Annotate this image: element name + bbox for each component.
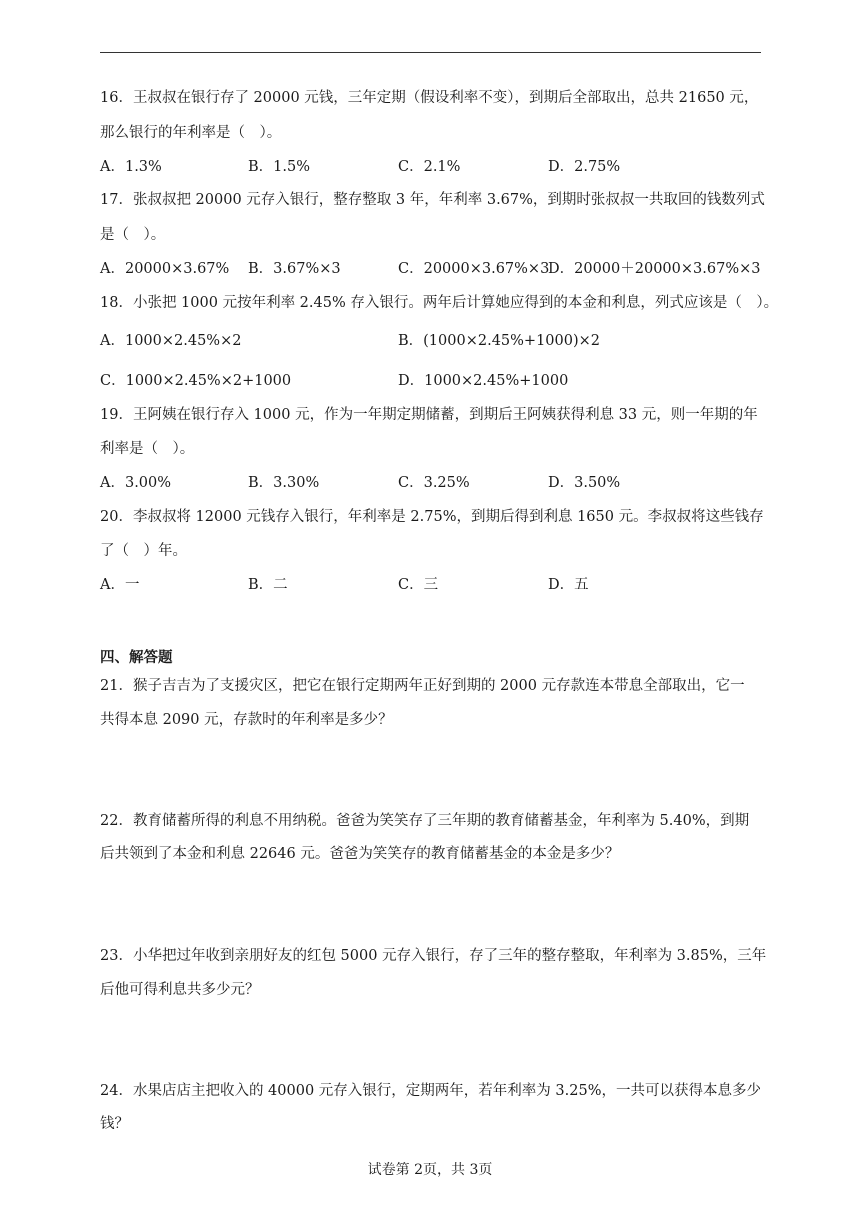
option-a: A．1000×2.45%×2 xyxy=(100,333,242,349)
option-a: A．3.00% xyxy=(100,475,172,491)
q16-line-1: 16．王叔叔在银行存了 20000 元钱，三年定期（假设利率不变），到期后全部取出，总共 21650 元， xyxy=(100,90,759,106)
p21-line-1: 21．猴子吉吉为了支援灾区，把它在银行定期两年正好到期的 2000 元存款连本带息全部取出，它一 xyxy=(100,678,745,694)
option-c: C．2.1% xyxy=(398,159,461,175)
option-a: A．1.3% xyxy=(100,159,162,175)
q17-line-1: 17．张叔叔把 20000 元存入银行，整存整取 3 年，年利率 3.67%，到期时张叔叔一共取回的钱数列式 xyxy=(100,192,765,208)
p22-line-2: 后共领到了本金和利息 22646 元。爸爸为笑笑存的教育储蓄基金的本金是多少？ xyxy=(100,846,620,862)
option-a: A．一 xyxy=(100,577,140,593)
option-b: B．3.67%×3 xyxy=(248,261,341,277)
option-b: B．(1000×2.45%+1000)×2 xyxy=(398,333,601,349)
option-a: A．20000×3.67% xyxy=(100,261,230,277)
option-b: B．3.30% xyxy=(248,475,320,491)
option-c: C．3.25% xyxy=(398,475,470,491)
p22-line-1: 22．教育储蓄所得的利息不用纳税。爸爸为笑笑存了三年期的教育储蓄基金，年利率为 5.40%，到期 xyxy=(100,813,750,829)
option-c: C．20000×3.67%×3 xyxy=(398,261,550,277)
page-footer: 试卷第 2页，共 3页 xyxy=(367,1162,493,1178)
q20-line-2: 了（ ）年。 xyxy=(100,543,187,559)
option-b: B．二 xyxy=(248,577,288,593)
p23-line-2: 后他可得利息共多少元？ xyxy=(100,982,260,998)
option-c: C．1000×2.45%×2+1000 xyxy=(100,373,292,389)
q18-options-row-1 xyxy=(100,331,760,351)
option-b: B．1.5% xyxy=(248,159,310,175)
section-title: 四、解答题 xyxy=(100,649,173,666)
q19-line-1: 19．王阿姨在银行存入 1000 元，作为一年期定期储蓄，到期后王阿姨获得利息 33 元，则一年期的年 xyxy=(100,407,758,423)
option-d: D．20000＋20000×3.67%×3 xyxy=(548,261,761,277)
option-d: D．3.50% xyxy=(548,475,621,491)
p24-line-1: 24．水果店店主把收入的 40000 元存入银行，定期两年，若年利率为 3.25%，一共可以获得本息多少 xyxy=(100,1083,761,1099)
q19-options xyxy=(100,473,760,493)
q20-options xyxy=(100,575,760,595)
option-c: C．三 xyxy=(398,577,439,593)
q20-line-1: 20．李叔叔将 12000 元钱存入银行，年利率是 2.75%，到期后得到利息 1650 元。李叔叔将这些钱存 xyxy=(100,509,764,525)
q16-options xyxy=(100,157,760,177)
option-d: D．1000×2.45%+1000 xyxy=(398,373,569,389)
header-rule xyxy=(100,52,761,53)
q19-line-2: 利率是（ ）。 xyxy=(100,441,195,457)
q16-line-2: 那么银行的年利率是（ ）。 xyxy=(100,125,282,141)
q18-options-row-2 xyxy=(100,371,760,391)
q17-line-2: 是（ ）。 xyxy=(100,227,166,243)
q18-line-1: 18．小张把 1000 元按年利率 2.45% 存入银行。两年后计算她应得到的本金和利息，列式应该是（ ）。 xyxy=(100,295,779,311)
option-d: D．五 xyxy=(548,577,589,593)
option-d: D．2.75% xyxy=(548,159,621,175)
p24-line-2: 钱？ xyxy=(100,1116,129,1132)
q17-options xyxy=(100,259,760,279)
p21-line-2: 共得本息 2090 元，存款时的年利率是多少？ xyxy=(100,712,393,728)
p23-line-1: 23．小华把过年收到亲朋好友的红包 5000 元存入银行，存了三年的整存整取，年利率为 3.85%，三年 xyxy=(100,948,767,964)
